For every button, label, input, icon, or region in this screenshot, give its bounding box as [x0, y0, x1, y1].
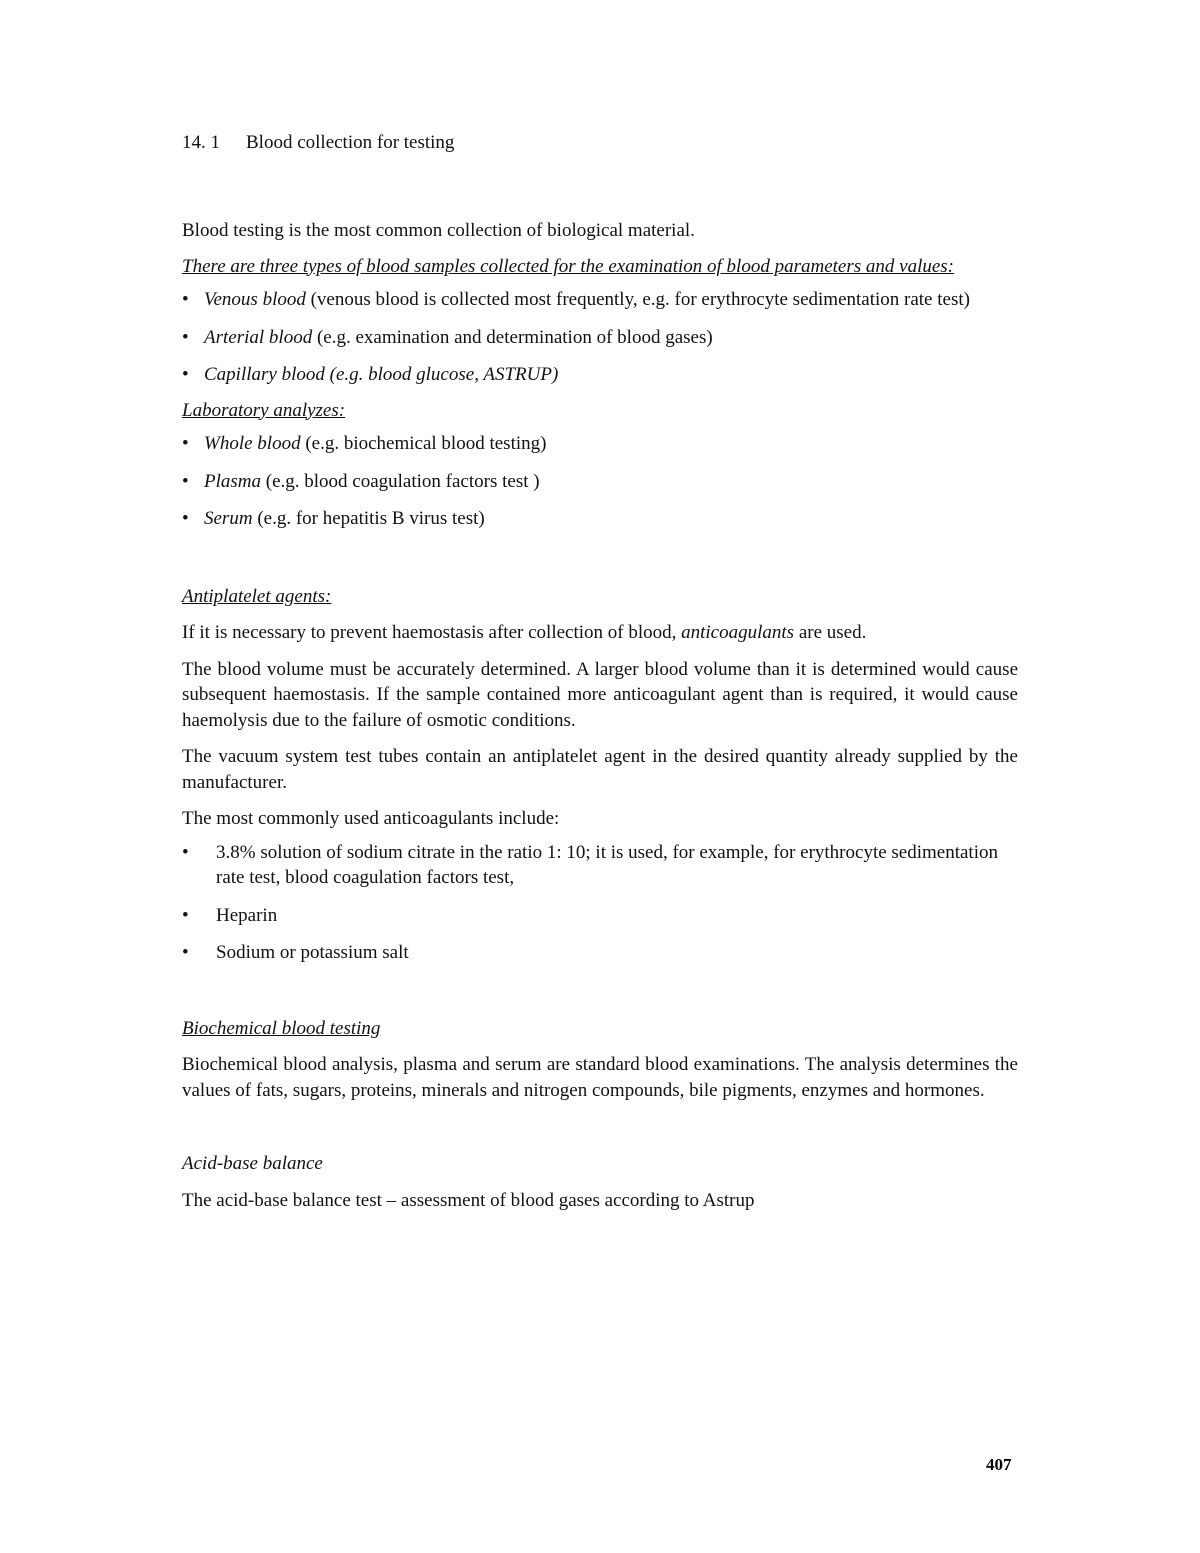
- bullet-icon: •: [182, 433, 189, 454]
- bullet-icon: •: [182, 904, 189, 926]
- list-item: [182, 431, 1018, 457]
- term-description: (venous blood is collected most frequently, e.g. for erythrocyte sedimentation rate test): [305, 289, 970, 310]
- intro-paragraph: Blood testing is the most common collection of biological material.: [182, 220, 695, 241]
- sample-types-list: [182, 287, 1018, 388]
- section-heading: [182, 128, 1018, 158]
- item-text: Heparin: [216, 904, 278, 926]
- item-text: Sodium or potassium salt: [216, 942, 409, 963]
- list-item: [182, 506, 1018, 532]
- laboratory-heading: Laboratory analyzes:: [182, 399, 346, 421]
- bullet-icon: •: [182, 289, 189, 310]
- anticoagulant-paragraph: [182, 620, 1018, 646]
- acid-base-heading: [182, 1151, 1018, 1177]
- term: Whole blood: [204, 433, 301, 454]
- biochemical-heading: Biochemical blood testing: [182, 1017, 381, 1039]
- term: Serum: [204, 508, 253, 529]
- bullet-icon: •: [182, 942, 189, 963]
- blood-volume-paragraph: The blood volume must be accurately determined. A larger blood volume than it is determined would cause subsequent haemostasis. If the sample contained more anticoagulant agent than is required, it would cause haemolysis due to the failure of osmotic conditions.: [182, 658, 1018, 731]
- bullet-icon: •: [182, 470, 189, 492]
- biochemical-paragraph: Biochemical blood analysis, plasma and serum are standard blood examinations. The analysis determines the values of fats, sugars, proteins, minerals and nitrogen compounds, bile pigments, enzymes and hormones.: [182, 1054, 1018, 1101]
- term: Plasma: [204, 470, 261, 492]
- acid-base-paragraph: The acid-base balance test – assessment of blood gases according to Astrup: [182, 1189, 755, 1211]
- bullet-icon: •: [182, 326, 189, 348]
- vacuum-paragraph: The vacuum system test tubes contain an antiplatelet agent in the desired quantity already supplied by the manufacturer.: [182, 746, 1018, 793]
- term: Venous blood: [204, 289, 306, 310]
- term: Capillary blood (e.g. blood glucose, ASTRUP): [204, 364, 559, 385]
- list-item: [182, 362, 1018, 388]
- bullet-icon: •: [182, 841, 189, 863]
- list-item: [182, 940, 1018, 966]
- anticoagulants-list: [182, 840, 1018, 966]
- list-item: [182, 469, 1018, 495]
- emphasis-anticoagulants: anticoagulants: [681, 622, 795, 643]
- sample-types-heading: There are three types of blood samples collected for the examination of blood parameters and values:: [182, 255, 954, 277]
- antiplatelet-heading: Antiplatelet agents:: [182, 585, 332, 607]
- page-number: 407: [986, 1455, 1012, 1474]
- laboratory-list: [182, 431, 1018, 532]
- item-text: 3.8% solution of sodium citrate in the ratio 1: 10; it is used, for example, for erythrocyte sedimentation rate test, blood coagulation factors test,: [216, 841, 998, 888]
- document-page: [182, 128, 1018, 1213]
- term: Arterial blood: [204, 326, 313, 348]
- term-description: (e.g. biochemical blood testing): [300, 433, 547, 454]
- bullet-icon: •: [182, 364, 189, 385]
- anticoagulants-intro: The most commonly used anticoagulants include:: [182, 808, 560, 829]
- term-description: (e.g. for hepatitis B virus test): [252, 508, 485, 529]
- list-item: [182, 287, 1018, 313]
- term-description: (e.g. blood coagulation factors test ): [261, 470, 540, 492]
- section-number: 14. 1: [182, 132, 220, 153]
- text-segment: are used.: [794, 622, 867, 643]
- section-title: Blood collection for testing: [246, 132, 455, 153]
- acid-base-heading-text: Acid-base balance: [182, 1153, 323, 1174]
- list-item: [182, 325, 1018, 351]
- term-description: (e.g. examination and determination of blood gases): [312, 326, 713, 348]
- list-item: [182, 903, 1018, 929]
- bullet-icon: •: [182, 508, 189, 529]
- list-item: [182, 840, 1018, 891]
- text-segment: If it is necessary to prevent haemostasis after collection of blood,: [182, 622, 682, 643]
